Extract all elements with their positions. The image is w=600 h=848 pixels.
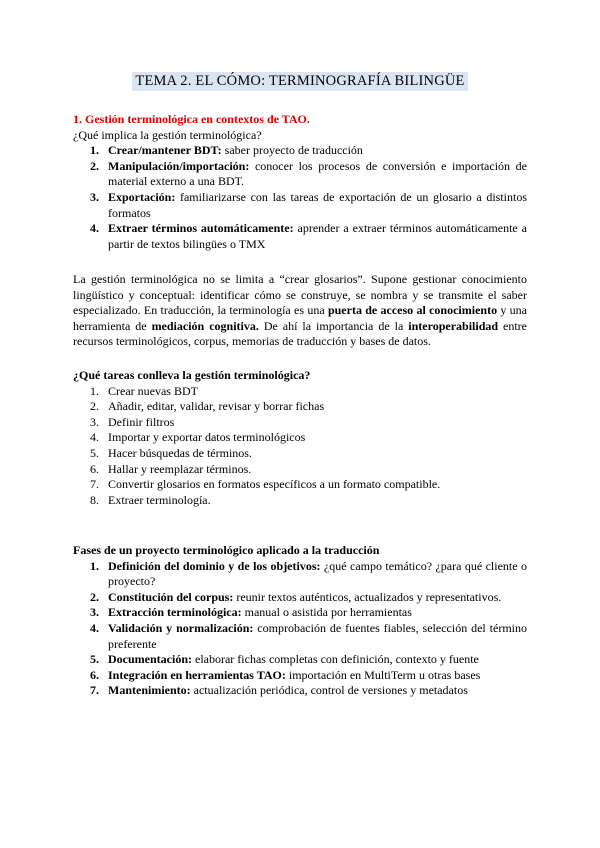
list-text: Hacer búsquedas de términos. [108, 445, 252, 460]
list-item [73, 190, 527, 221]
list-number: 2. [90, 589, 99, 604]
list-term: Constitución del corpus: [108, 589, 234, 604]
list-text: ¿qué campo temático? ¿para qué cliente o proyecto? [108, 558, 527, 589]
list-term: Mantenimiento: [108, 683, 191, 698]
list-number: 7. [90, 477, 99, 492]
list-text: reunir textos auténticos, actualizados y representativos. [233, 589, 502, 604]
list-item [73, 462, 527, 478]
list-item [73, 605, 527, 621]
list-item [73, 430, 527, 446]
section-tasks [73, 368, 527, 508]
list-text: aprender a extraer términos automáticamente a partir de textos bilingües o TMX [108, 221, 527, 251]
list-number: 6. [90, 461, 99, 476]
list-number: 8. [90, 492, 99, 507]
list-term: Exportación: [108, 189, 176, 204]
list-text: saber proyecto de traducción [221, 143, 363, 158]
list-item [73, 493, 527, 509]
numbered-list [73, 559, 527, 699]
list-text: familiarizarse con las tareas de exportación de un glosario a distintos formatos [108, 189, 527, 220]
list-item [73, 477, 527, 493]
title-wrapper [0, 72, 600, 91]
list-text: Definir filtros [108, 414, 175, 429]
list-number: 7. [90, 683, 99, 698]
list-term: Crear/mantener BDT: [108, 143, 222, 158]
list-text: Convertir glosarios en formatos específicos a un formato compatible. [108, 477, 441, 492]
list-number: 5. [90, 652, 99, 667]
list-item [73, 159, 527, 190]
paragraph-text: De ahí la importancia de la [258, 318, 409, 333]
list-number: 2. [90, 399, 99, 414]
list-item [73, 652, 527, 668]
list-text: Importar y exportar datos terminológicos [108, 430, 306, 445]
list-number: 3. [90, 189, 99, 204]
list-text: Añadir, editar, validar, revisar y borrar fichas [108, 399, 325, 414]
list-number: 4. [90, 430, 99, 445]
list-item [73, 559, 527, 590]
section-heading: Fases de un proyecto terminológico aplicado a la traducción [73, 543, 380, 557]
list-term: Extraer términos automáticamente: [108, 221, 294, 236]
list-item [73, 683, 527, 699]
list-number: 1. [90, 383, 99, 398]
list-text: conocer los procesos de conversión e importación de material externo a una BDT. [108, 158, 527, 189]
list-number: 1. [90, 558, 99, 573]
paragraph-bold: interoperabilidad [408, 318, 499, 333]
list-term: Extracción terminológica: [108, 605, 242, 620]
list-text: comprobación de fuentes fiables, selección del término preferente [108, 620, 528, 651]
list-term: Integración en herramientas TAO: [108, 667, 286, 682]
section-question: ¿Qué implica la gestión terminológica? [73, 127, 262, 142]
section-heading: 1. Gestión terminológica en contextos de TAO. [73, 112, 310, 126]
section-heading: ¿Qué tareas conlleva la gestión terminológica? [73, 368, 311, 382]
list-text: importación en MultiTerm u otras bases [285, 667, 481, 682]
page-title: TEMA 2. EL CÓMO: TERMINOGRAFÍA BILINGÜE [132, 72, 467, 91]
list-item [73, 415, 527, 431]
list-text: Crear nuevas BDT [108, 383, 198, 398]
list-number: 2. [90, 158, 99, 173]
list-text: Extraer terminología. [108, 492, 211, 507]
list-number: 5. [90, 445, 99, 460]
body-paragraph [73, 272, 527, 350]
list-item [73, 590, 527, 606]
list-number: 4. [90, 620, 99, 635]
list-text: actualización periódica, control de versiones y metadatos [190, 683, 468, 698]
list-item [73, 399, 527, 415]
list-number: 1. [90, 143, 99, 158]
list-text: elaborar fichas completas con definición, contexto y fuente [192, 652, 479, 667]
list-number: 4. [90, 221, 99, 236]
list-term: Definición del dominio y de los objetivos: [108, 558, 321, 573]
list-number: 6. [90, 667, 99, 682]
list-term: Validación y normalización: [108, 620, 254, 635]
numbered-list [73, 384, 527, 509]
paragraph-bold: mediación cognitiva. [151, 318, 259, 333]
list-number: 3. [90, 414, 99, 429]
list-item [73, 221, 527, 252]
list-item [73, 143, 527, 159]
list-item [73, 621, 527, 652]
paragraph-text: entre recursos terminológicos, corpus, memorias de traducción y bases de datos. [73, 318, 527, 349]
list-text: manual o asistida por herramientas [241, 605, 412, 620]
list-item [73, 384, 527, 400]
list-term: Manipulación/importación: [108, 158, 250, 173]
section-tao [73, 112, 527, 252]
list-text: Hallar y reemplazar términos. [108, 461, 252, 476]
paragraph-bold: puerta de acceso al conocimiento [327, 303, 498, 318]
numbered-list [73, 143, 527, 252]
paragraph-text: y una herramienta de [73, 303, 528, 333]
list-term: Documentación: [108, 652, 192, 667]
section-phases [73, 543, 527, 699]
list-item [73, 668, 527, 684]
paragraph-text: La gestión terminológica no se limita a “crear glosarios”. Supone gestionar conocimiento lingüístico y conceptual: identificar cómo se construye, se nombra y se transmite el saber especializado. En traducción, la terminología es una [73, 272, 527, 318]
list-number: 3. [90, 605, 99, 620]
list-item [73, 446, 527, 462]
